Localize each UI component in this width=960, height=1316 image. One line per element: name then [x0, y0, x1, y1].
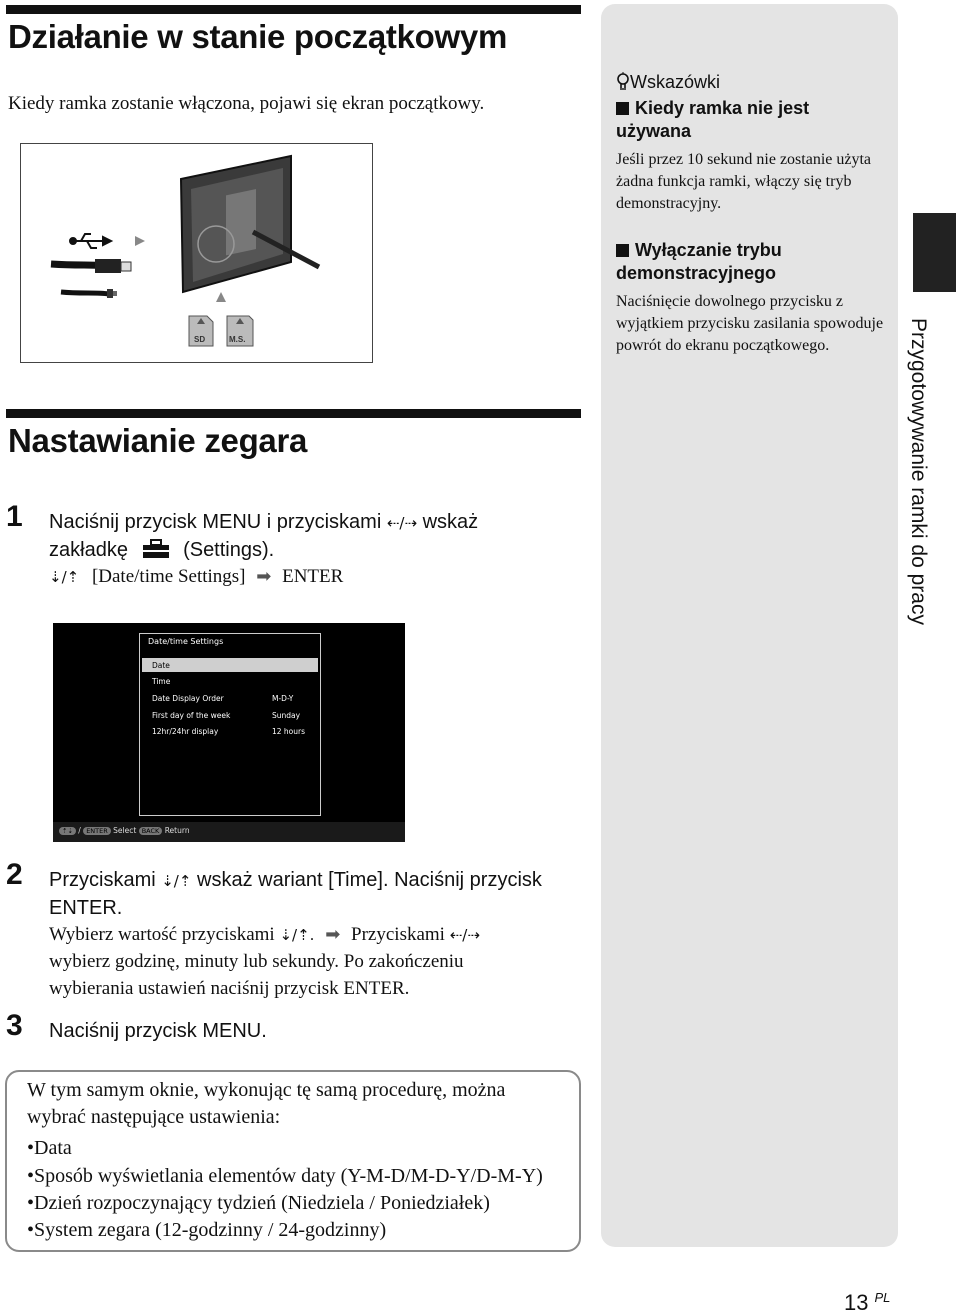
- section-rule-top: [6, 5, 581, 14]
- step-1-sub-end: ENTER: [282, 566, 344, 587]
- step-1-number: 1: [6, 500, 23, 533]
- intro-text: Kiedy ramka zostanie włączona, pojawi się ekran początkowy.: [8, 93, 485, 114]
- page-lang: PL: [874, 1290, 891, 1305]
- hint-1-title: [616, 97, 886, 143]
- next-arrow-icon: ➡: [325, 924, 341, 945]
- step-2-line1-tail: wskaż wariant [Time]. Naciśnij przycisk: [197, 869, 542, 891]
- usb-icon: [70, 234, 111, 248]
- step-1-line1: [49, 508, 478, 537]
- step-1-line1-text: Naciśnij przycisk MENU i przyciskami: [49, 511, 382, 533]
- step-2-sub1-mid: Przyciskami: [351, 924, 445, 945]
- note-item: •Dzień rozpoczynający tydzień (Niedziela / Poniedziałek): [27, 1192, 490, 1214]
- chapter-side-label: [906, 318, 930, 650]
- note-line1: W tym samym oknie, wykonując tę samą procedurę, można: [27, 1079, 506, 1101]
- page-number-value: 13: [844, 1290, 869, 1315]
- left-right-arrows-icon: ⇠/⇢: [386, 514, 418, 532]
- hints-panel: [601, 4, 898, 1247]
- down-up-arrows-icon: ⇣/⇡.: [279, 926, 315, 944]
- hint-1-body: Jeśli przez 10 sekund nie zostanie użyta żadna funkcja ramki, włączy się tryb demonstracyjny.: [616, 151, 872, 212]
- step-2-sub1: [49, 921, 480, 949]
- section-title-clock: Nastawianie zegara: [8, 422, 308, 459]
- step-1-line2: [49, 536, 274, 564]
- updown-key-icon: ⇡⇣: [59, 827, 76, 835]
- enter-key: ENTER: [83, 827, 111, 835]
- cable-icon: [51, 259, 131, 298]
- chapter-side-label-text: Przygotowywanie ramki do pracy: [907, 318, 930, 625]
- note-item: •Data: [27, 1137, 72, 1159]
- hint-1-title-text: Kiedy ramka nie jest używana: [616, 98, 810, 141]
- section-rule-clock: [6, 409, 581, 418]
- step-1-sub: [49, 563, 343, 591]
- hint-2-title-text: Wyłączanie trybu demonstracyjnego: [616, 240, 782, 283]
- note-item: •Sposób wyświetlania elementów daty (Y-M-D/M-D-Y/D-M-Y): [27, 1165, 543, 1187]
- step-1-sub-text: [Date/time Settings]: [91, 566, 246, 587]
- step-2-line1: [49, 866, 542, 895]
- step-2-sub3: wybierania ustawień naciśnij przycisk ENTER.: [49, 978, 410, 999]
- settings-toolbox-icon: [142, 539, 170, 559]
- step-1-line1-tail: wskaż: [422, 511, 479, 533]
- footer-select: Select: [113, 826, 137, 835]
- hints-heading: [616, 71, 720, 94]
- arrow-right-icon: [135, 236, 145, 246]
- next-arrow-icon: ➡: [256, 566, 272, 587]
- settings-panel-title: Date/time Settings: [148, 637, 224, 646]
- photo-frame-illustration: [20, 143, 373, 363]
- page-number: [844, 1290, 890, 1316]
- settings-row: First day of the week Sunday: [152, 711, 301, 720]
- arrow-up-icon: [216, 292, 226, 302]
- settings-screen-footer: [53, 822, 405, 842]
- step-2-sub2: wybierz godzinę, minuty lub sekundy. Po zakończeniu: [49, 951, 464, 972]
- frame-drawing: [21, 144, 371, 361]
- settings-row: Date: [142, 658, 318, 672]
- step-2-sub1-text: Wybierz wartość przyciskami: [49, 924, 275, 945]
- note-item: •System zegara (12-godzinny / 24-godzinny): [27, 1219, 387, 1241]
- note-line2: wybrać następujące ustawienia:: [27, 1106, 281, 1128]
- step-2-line2: ENTER.: [49, 897, 123, 919]
- lightbulb-icon: [616, 72, 630, 90]
- step-3-text: Naciśnij przycisk MENU.: [49, 1020, 267, 1042]
- square-bullet-icon: [616, 244, 629, 257]
- footer-return: Return: [164, 826, 190, 835]
- back-key: BACK: [139, 827, 163, 835]
- section-title-initial-state: Działanie w stanie początkowym: [8, 18, 507, 55]
- hint-2-title: [616, 239, 886, 285]
- hint-2-body: Naciśnięcie dowolnego przycisku z wyjątkiem przycisku zasilania spowoduje powrót do ekranu początkowego.: [616, 293, 884, 354]
- settings-row: Date Display Order M-D-Y: [152, 694, 294, 703]
- frame-icon: [181, 156, 319, 292]
- down-up-arrows-icon: ⇣/⇡: [49, 568, 80, 586]
- footer-hints: ⇡⇣ / ENTER Select BACK Return: [59, 826, 190, 835]
- ms-label: M.S.: [229, 335, 246, 344]
- settings-panel: [139, 633, 321, 816]
- sd-label: SD: [194, 335, 206, 344]
- left-right-arrows-icon: ⇠/⇢: [449, 926, 480, 944]
- step-2-number: 2: [6, 858, 23, 891]
- settings-screen-image: [53, 623, 405, 842]
- square-bullet-icon: [616, 102, 629, 115]
- step-1-line2-text: zakładkę: [49, 539, 128, 561]
- chapter-tab-marker: [913, 213, 956, 292]
- step-2-line1-text: Przyciskami: [49, 869, 156, 891]
- down-up-arrows-icon: ⇣/⇡: [161, 872, 192, 890]
- step-3-number: 3: [6, 1009, 23, 1042]
- step-1-line2-tail: (Settings).: [183, 539, 275, 561]
- hints-heading-text: Wskazówki: [630, 72, 721, 92]
- note-box: [5, 1070, 581, 1252]
- settings-row: 12hr/24hr display 12 hours: [152, 727, 306, 736]
- settings-row: Time: [152, 677, 171, 686]
